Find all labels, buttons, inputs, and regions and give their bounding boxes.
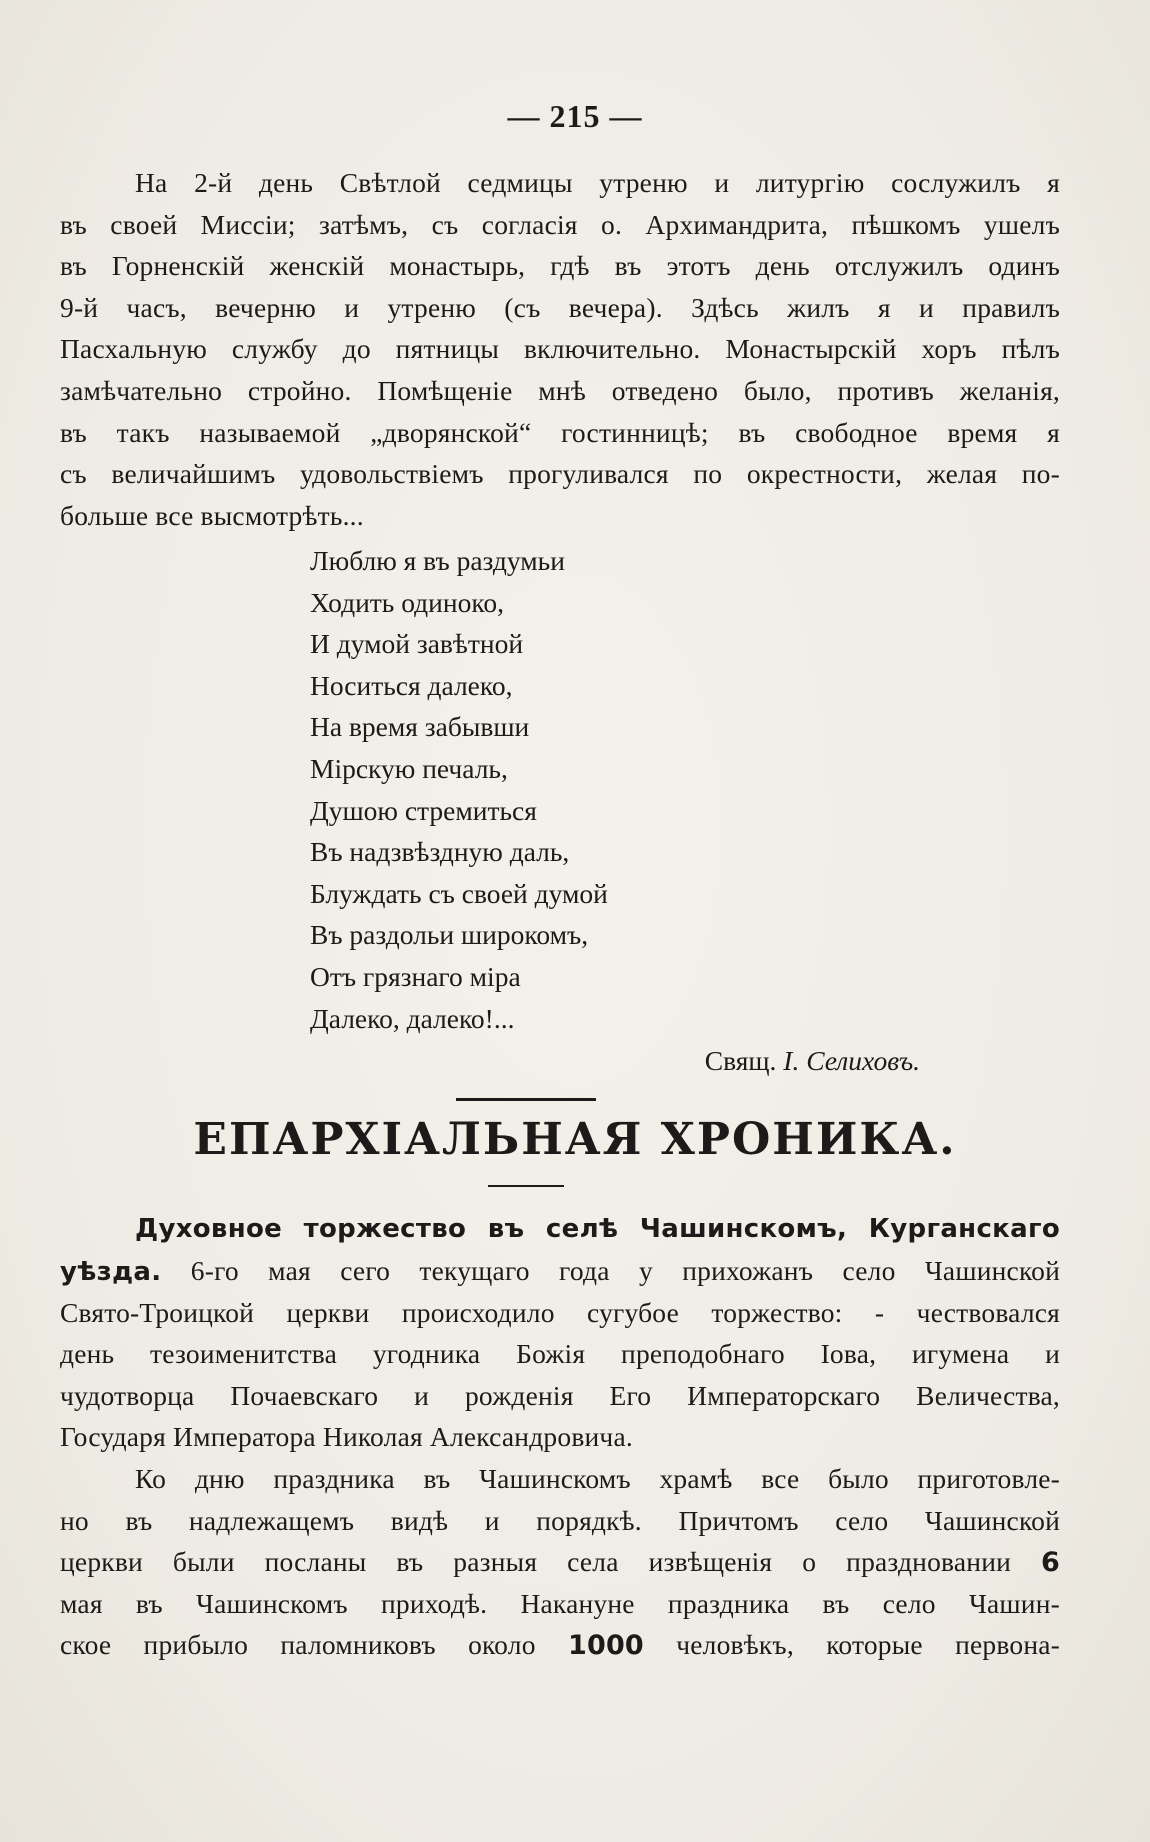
article-title: Духовное торжество въ селѣ Чашинскомъ, Курганскаго xyxy=(135,1214,1060,1244)
article-title-end: уѣзда. xyxy=(60,1257,162,1287)
paragraph-line: 9-й часъ, вечерню и утреню (съ вечера). Здѣсь жилъ я и правилъ xyxy=(60,291,1060,323)
paragraph-line xyxy=(60,1624,1060,1666)
section-divider xyxy=(456,1098,596,1101)
article-title-line xyxy=(60,1206,1060,1250)
poem-verse: Носиться далеко, xyxy=(310,669,513,701)
poem-verse: И думой завѣтной xyxy=(310,628,524,660)
paragraph-line: Государя Императора Николая Александровича. xyxy=(60,1421,633,1453)
poem-verse: Блуждать съ своей думой xyxy=(310,877,608,909)
paragraph-line xyxy=(60,1250,1060,1292)
date-number: 6 xyxy=(1041,1547,1060,1579)
paragraph-line: въ Горненскій женскій монастырь, гдѣ въ этотъ день отслужилъ одинъ xyxy=(60,250,1060,282)
paragraph-text: ское прибыло паломниковъ около xyxy=(60,1629,536,1661)
paragraph-line: съ величайшимъ удовольствіемъ прогуливался по окрестности, желая по- xyxy=(60,458,1060,490)
poem-verse: Мірскую печаль, xyxy=(310,752,508,784)
paragraph-text: церкви были посланы въ разныя села извѣщенія о праздновании xyxy=(60,1546,1012,1578)
signature-name: І. Селиховъ. xyxy=(783,1045,920,1076)
poem-verse: Въ надзвѣздную даль, xyxy=(310,836,570,868)
author-signature xyxy=(705,1040,920,1082)
poem-verse: Люблю я въ раздумьи xyxy=(310,545,565,576)
paragraph-line: Пасхальную службу до пятницы включительно. Монастырскій хоръ пѣлъ xyxy=(60,333,1060,365)
paragraph-line: больше все высмотрѣть... xyxy=(60,499,364,531)
poem-verse: Душою стремиться xyxy=(310,794,537,826)
paragraph-line: замѣчательно стройно. Помѣщеніе мнѣ отведено было, противъ желанія, xyxy=(60,374,1060,406)
paragraph-line: въ своей Миссіи; затѣмъ, съ согласія о. Архимандрита, пѣшкомъ ушелъ xyxy=(60,208,1060,240)
paragraph-text: человѣкъ, которые первона- xyxy=(676,1629,1061,1661)
poem-verse: Въ раздольи широкомъ, xyxy=(310,919,589,951)
paragraph-line: но въ надлежащемъ видѣ и порядкѣ. Причтомъ село Чашинской xyxy=(60,1504,1060,1536)
paragraph-text: 6-го мая сего текущаго года у прихожанъ село Чашинской xyxy=(161,1255,1060,1286)
poem-verse: Ходить одиноко, xyxy=(310,586,504,618)
paragraph-line: Ко дню праздника въ Чашинскомъ храмѣ все было приготовле- xyxy=(135,1462,1060,1494)
section-heading: ЕПАРХІАЛЬНАЯ ХРОНИКА. xyxy=(193,1114,957,1165)
chronicle-article xyxy=(60,1206,1060,1666)
paragraph-line: день тезоименитства угодника Божія преподобнаго Іова, игумена и xyxy=(60,1338,1060,1370)
pilgrim-count: 1000 xyxy=(567,1630,644,1662)
page-number: — 215 — xyxy=(507,98,643,134)
poem-verse: На время забывши xyxy=(310,711,530,743)
poem xyxy=(310,540,608,1039)
paragraph-line: Свято-Троицкой церкви происходило сугубое торжество: - чествовался xyxy=(60,1296,1060,1328)
paragraph-line: чудотворца Почаевскаго и рожденія Его Императорскаго Величества, xyxy=(60,1379,1060,1411)
paragraph-line: мая въ Чашинскомъ приходѣ. Накануне праздника въ село Чашин- xyxy=(60,1587,1060,1619)
paragraph-line xyxy=(60,1541,1060,1583)
poem-verse: Далеко, далеко!... xyxy=(310,1002,515,1034)
heading-underline xyxy=(488,1185,564,1187)
signature-prefix: Свящ. xyxy=(704,1045,777,1076)
paragraph-line: въ такъ называемой „дворянской“ гостинницѣ; въ свободное время я xyxy=(60,416,1060,448)
paragraph-line: На 2-й день Свѣтлой седмицы утреню и литургію сослужилъ я xyxy=(135,167,1060,198)
poem-verse: Отъ грязнаго міра xyxy=(310,960,521,992)
opening-paragraph xyxy=(60,162,1060,536)
